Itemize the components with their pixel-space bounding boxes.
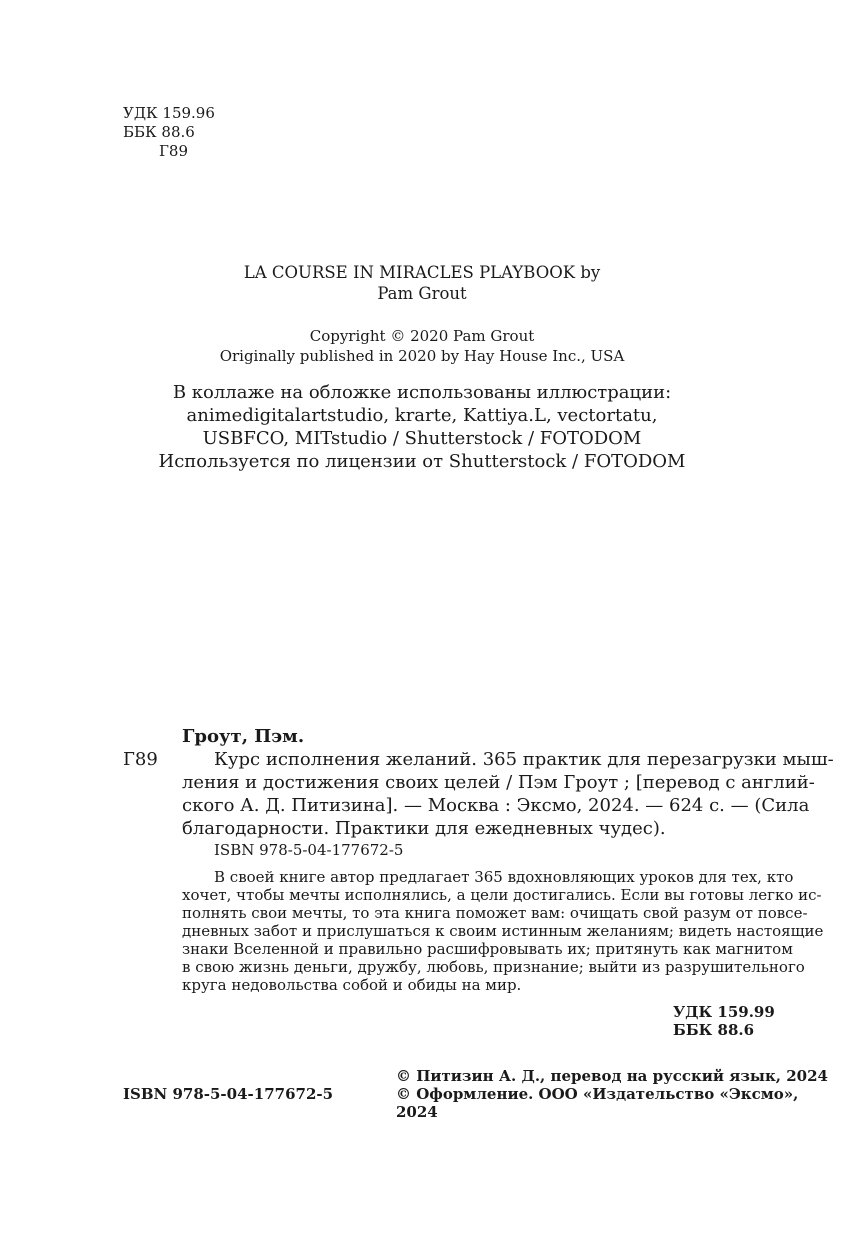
catalog-mark: Г89 [123, 749, 158, 770]
original-title-line1: LA COURSE IN MIRACLES PLAYBOOK by [243, 263, 601, 282]
description-line: Курс исполнения желаний. 365 практик для перезагрузки мыш- [214, 749, 834, 770]
original-copyright-block [0, 326, 844, 366]
illustration-line3: USBFCO, MITstudio / Shutterstock / FOTODOM [202, 428, 642, 449]
annotation-line: дневных забот и прислушаться к своим истинным желаниям; видеть настоящие [182, 922, 824, 940]
catalog-udk: УДК 159.99 [673, 1003, 775, 1021]
original-copyright: Copyright © 2020 Pam Grout [309, 327, 535, 345]
original-title-block [0, 262, 844, 304]
footer-isbn: ISBN 978-5-04-177672-5 [123, 1085, 334, 1103]
catalog-description [182, 748, 834, 840]
original-title-line2: Pam Grout [377, 284, 467, 303]
footer-copyrights [396, 1067, 844, 1121]
description-line: благодарности. Практики для ежедневных чудес). [182, 818, 666, 839]
annotation [182, 868, 824, 994]
annotation-line: круга недовольства собой и обиды на мир. [182, 976, 522, 994]
description-line: ского А. Д. Питизина]. — Москва : Эксмо, 2024. — 624 с. — (Сила [182, 795, 810, 816]
illustration-line2: animedigitalartstudio, krarte, Kattiya.L, vectortatu, [186, 405, 658, 426]
udk-code: УДК 159.96 [123, 104, 215, 122]
catalog-bbk: ББК 88.6 [673, 1021, 755, 1039]
author-mark: Г89 [159, 142, 189, 160]
catalog-codes [673, 1003, 775, 1039]
translation-copyright: © Питизин А. Д., перевод на русский язык, 2024 [396, 1067, 828, 1085]
bbk-code: ББК 88.6 [123, 123, 195, 141]
annotation-line: в свою жизнь деньги, дружбу, любовь, признание; выйти из разрушительного [182, 958, 805, 976]
illustration-credits [0, 381, 844, 473]
design-copyright: © Оформление. ООО «Издательство «Эксмо», 2024 [396, 1085, 799, 1121]
annotation-line: В своей книге автор предлагает 365 вдохновляющих уроков для тех, кто [214, 868, 794, 886]
catalog-isbn: ISBN 978-5-04-177672-5 [214, 841, 404, 859]
illustration-line4: Используется по лицензии от Shutterstock / FOTODOM [158, 451, 686, 472]
classification-block [123, 104, 215, 161]
annotation-line: знаки Вселенной и правильно расшифровывать их; притянуть как магнитом [182, 940, 793, 958]
annotation-line: полнять свои мечты, то эта книга поможет вам: очищать свой разум от повсе- [182, 904, 808, 922]
illustration-line1: В коллаже на обложке использованы иллюстрации: [172, 382, 672, 403]
description-line: ления и достижения своих целей / Пэм Гроут ; [перевод с англий- [182, 772, 815, 793]
annotation-line: хочет, чтобы мечты исполнялись, а цели достигались. Если вы готовы легко ис- [182, 886, 822, 904]
catalog-author: Гроут, Пэм. [182, 726, 305, 747]
original-publisher: Originally published in 2020 by Hay House Inc., USA [219, 347, 625, 365]
